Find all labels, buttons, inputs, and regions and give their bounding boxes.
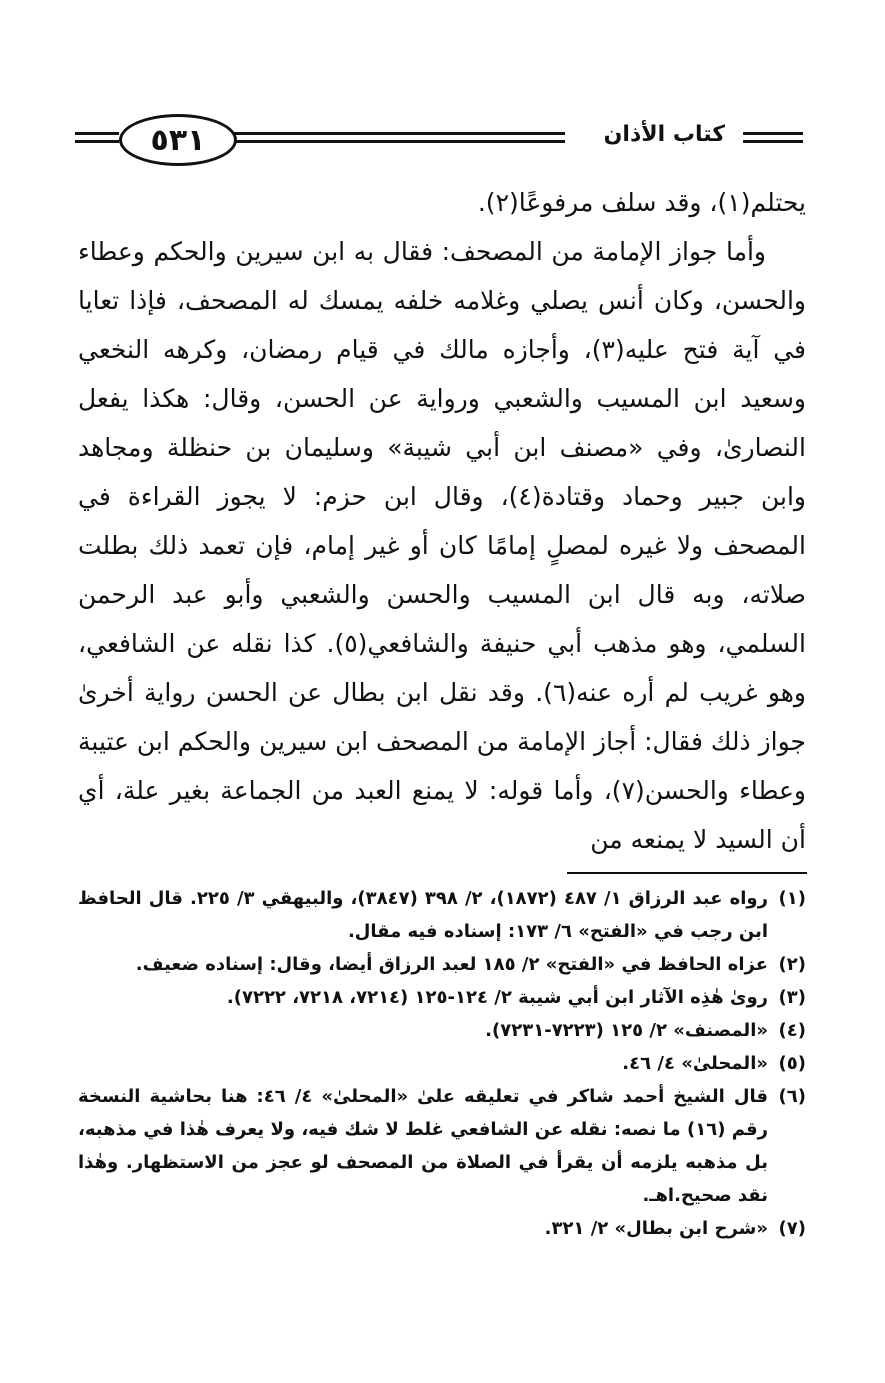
footnote-number: (٢) <box>778 954 806 975</box>
footnote-text: «المصنف» ٢/ ١٢٥ (٧٢٢٣-٧٢٣١). <box>485 1020 768 1041</box>
header-rule-right-bottom <box>743 140 803 143</box>
footnote-number: (٧) <box>778 1218 806 1239</box>
footnote-5 <box>78 1047 806 1080</box>
footnote-3 <box>78 981 806 1014</box>
footnote-text: عزاه الحافظ في «الفتح» ٢/ ١٨٥ لعبد الرزاق أيضا، وقال: إسناده ضعيف. <box>135 954 768 975</box>
footnote-separator <box>567 872 807 874</box>
running-header <box>75 112 803 166</box>
footnote-text: رواه عبد الرزاق ١/ ٤٨٧ (١٨٧٢)، ٢/ ٣٩٨ (٣٨٤٧)، والبيهقي ٣/ ٢٢٥. قال الحافظ ابن رجب في «الفتح» ٦/ ١٧٣: إسناده فيه مقال. <box>78 888 768 942</box>
footnote-6 <box>78 1080 806 1212</box>
main-text <box>78 178 806 864</box>
page-number: ٥٣١ <box>119 114 237 166</box>
footnote-number: (٦) <box>778 1086 806 1107</box>
paragraph-1: يحتلم(١)، وقد سلف مرفوعًا(٢). <box>477 188 806 217</box>
header-rule-mid-bottom <box>231 140 565 143</box>
footnote-number: (٥) <box>778 1053 806 1074</box>
header-rule-mid-top <box>231 132 565 135</box>
header-rule-left-top <box>75 132 119 135</box>
paragraph-2: وأما جواز الإمامة من المصحف: فقال به ابن سيرين والحكم وعطاء والحسن، وكان أنس يصلي وغلامه خلفه يمسك له المصحف، فإذا تعايا في آية فتح عليه(٣)، وأجازه مالك في قيام رمضان، وكرهه النخعي وسعيد ابن المسيب والشعبي ورواية عن الحسن، وقال: هكذا يفعل النصارىٰ، وفي «مصنف ابن أبي شيبة» وسليمان بن حنظلة ومجاهد وابن جبير وحماد وقتادة(٤)، وقال ابن حزم: لا يجوز القراءة في المصحف ولا غيره لمصلٍ إمامًا كان أو غير إمام، فإن تعمد ذلك بطلت صلاته، وبه قال ابن المسيب والحسن والشعبي وأبو عبد الرحمن السلمي، وهو مذهب أبي حنيفة والشافعي(٥). كذا نقله عن الشافعي، وهو غريب لم أره عنه(٦). وقد نقل ابن بطال عن الحسن رواية أخرىٰ جواز ذلك فقال: أجاز الإمامة من المصحف ابن سيرين والحكم ابن عتيبة وعطاء والحسن(٧)، وأما قوله: لا يمنع العبد من الجماعة بغير علة، أي أن السيد لا يمنعه من <box>78 237 807 854</box>
header-rule-left-bottom <box>75 140 119 143</box>
header-rule-right-top <box>743 132 803 135</box>
footnotes <box>78 882 806 1245</box>
footnote-4 <box>78 1014 806 1047</box>
footnote-text: روىٰ هٰذِه الآثار ابن أبي شيبة ٢/ ١٢٤-١٢٥ (٧٢١٤، ٧٢١٨، ٧٢٢٢). <box>226 987 768 1008</box>
footnote-1 <box>78 882 806 948</box>
footnote-text: «شرح ابن بطال» ٢/ ٣٢١. <box>544 1218 768 1239</box>
footnote-number: (١) <box>778 888 806 909</box>
footnote-number: (٤) <box>778 1020 806 1041</box>
footnote-text: قال الشيخ أحمد شاكر في تعليقه علىٰ «المحلىٰ» ٤/ ٤٦: هنا بحاشية النسخة رقم (١٦) ما نصه: نقله عن الشافعي غلط لا شك فيه، ولا يعرف هٰذا في مذهبه، بل مذهبه يلزمه أن يقرأ في الصلاة من المصحف لو عجز من الاستظهار. وهٰذا نقد صحيح.اهـ. <box>78 1086 769 1206</box>
footnote-text: «المحلىٰ» ٤/ ٤٦. <box>622 1053 768 1074</box>
footnote-7 <box>78 1212 806 1245</box>
footnote-number: (٣) <box>778 987 806 1008</box>
book-title: كتاب الأذان <box>596 122 733 147</box>
footnote-2 <box>78 948 806 981</box>
